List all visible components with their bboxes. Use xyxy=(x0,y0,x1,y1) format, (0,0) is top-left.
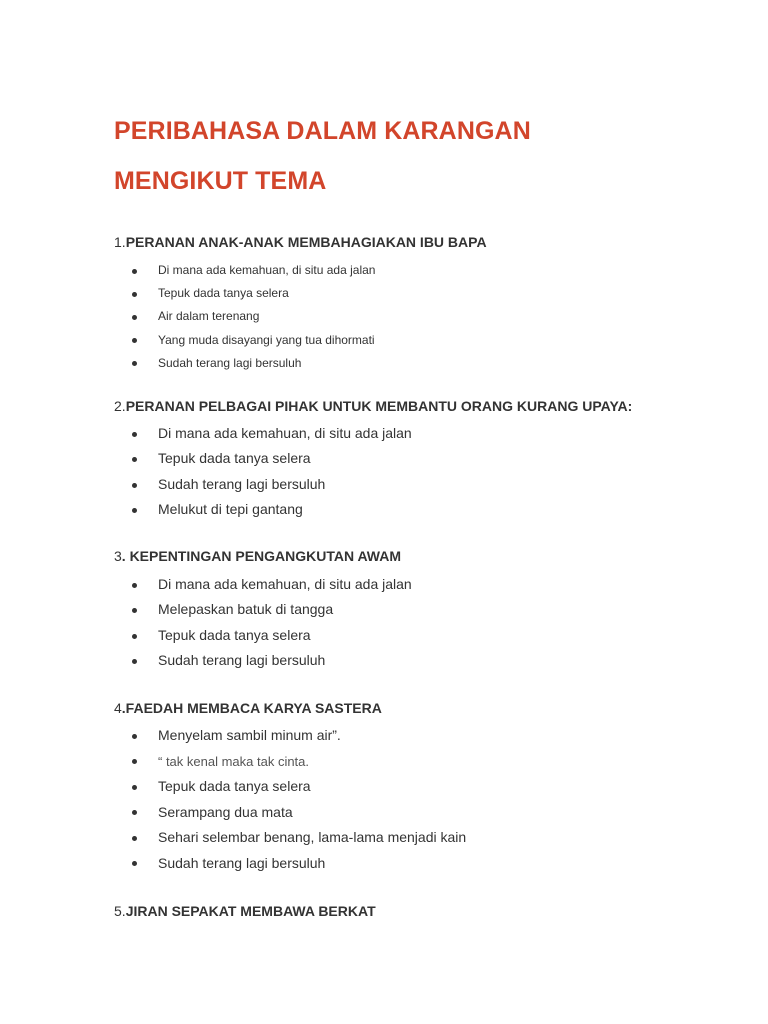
proverb-list xyxy=(114,259,734,375)
bullet-icon xyxy=(132,508,137,513)
list-item-text: Sudah terang lagi bersuluh xyxy=(158,652,326,669)
title-line-2: MENGIKUT TEMA xyxy=(114,167,327,195)
section-heading xyxy=(114,902,734,920)
list-item xyxy=(114,749,734,775)
list-item xyxy=(114,446,734,471)
list-item-text: “ tak kenal maka tak cinta. xyxy=(158,753,310,769)
list-item-text: Tepuk dada tanya selera xyxy=(158,778,311,794)
section-heading-text: .FAEDAH MEMBACA KARYA SASTERA xyxy=(121,700,382,716)
section-2 xyxy=(114,397,734,523)
list-item-text: Sudah terang lagi bersuluh xyxy=(158,854,326,871)
proverb-list xyxy=(114,572,734,674)
bullet-icon xyxy=(132,583,137,588)
list-item xyxy=(114,800,734,826)
list-item-text: Sudah terang lagi bersuluh xyxy=(158,475,326,492)
bullet-icon xyxy=(132,432,137,437)
list-item-text: Sudah terang lagi bersuluh xyxy=(158,355,302,370)
list-item-text: Sehari selembar benang, lama-lama menjadi kain xyxy=(158,829,467,845)
list-item-text: Melepaskan batuk di tangga xyxy=(158,601,334,618)
section-number: 2. xyxy=(114,398,126,414)
section-5 xyxy=(114,902,734,920)
list-item xyxy=(114,723,734,749)
list-item xyxy=(114,305,734,328)
list-item-text: Di mana ada kemahuan, di situ ada jalan xyxy=(158,263,376,277)
list-item-text: Tepuk dada tanya selera xyxy=(158,450,311,467)
list-item-text: Air dalam terenang xyxy=(158,309,260,324)
section-4 xyxy=(114,699,734,876)
list-item-text: Di mana ada kemahuan, di situ ada jalan xyxy=(158,425,412,441)
list-item-text: Yang muda disayangi yang tua dihormati xyxy=(158,332,375,347)
bullet-icon xyxy=(132,659,137,664)
bullet-icon xyxy=(132,292,137,297)
list-item xyxy=(114,497,734,522)
list-item xyxy=(114,597,734,622)
section-heading xyxy=(114,547,734,565)
document-title xyxy=(114,106,531,206)
bullet-icon xyxy=(132,338,137,343)
bullet-icon xyxy=(132,785,137,790)
title-line-1: PERIBAHASA DALAM KARANGAN xyxy=(114,117,531,145)
section-heading-text: JIRAN SEPAKAT MEMBAWA BERKAT xyxy=(125,903,376,919)
list-item xyxy=(114,774,734,800)
list-item xyxy=(114,825,734,851)
section-heading xyxy=(114,699,734,717)
list-item xyxy=(114,572,734,597)
list-item-text: Melukut di tepi gantang xyxy=(158,501,303,518)
bullet-icon xyxy=(132,861,137,866)
list-item xyxy=(114,329,734,352)
section-heading xyxy=(114,397,734,415)
bullet-icon xyxy=(132,810,137,815)
bullet-icon xyxy=(132,483,137,488)
bullet-icon xyxy=(132,269,137,274)
section-3 xyxy=(114,547,734,674)
list-item xyxy=(114,623,734,648)
list-item xyxy=(114,472,734,497)
bullet-icon xyxy=(132,608,137,613)
list-item-text: Tepuk dada tanya selera xyxy=(158,286,289,301)
list-item xyxy=(114,421,734,446)
bullet-icon xyxy=(132,759,137,764)
list-item xyxy=(114,282,734,305)
bullet-icon xyxy=(132,361,137,366)
section-heading-text: PERANAN PELBAGAI PIHAK UNTUK MEMBANTU ORANG KURANG UPAYA: xyxy=(125,398,633,414)
list-item xyxy=(114,648,734,673)
section-heading-text: PERANAN ANAK-ANAK MEMBAHAGIAKAN IBU BAPA xyxy=(125,234,487,250)
list-item-text: Serampang dua mata xyxy=(158,803,293,820)
section-number: 4 xyxy=(114,700,122,716)
section-1 xyxy=(114,233,734,375)
bullet-icon xyxy=(132,836,137,841)
bullet-icon xyxy=(132,634,137,639)
list-item-text: Menyelam sambil minum air”. xyxy=(158,727,341,743)
bullet-icon xyxy=(132,315,137,320)
section-heading-text: . KEPENTINGAN PENGANGKUTAN AWAM xyxy=(121,548,402,564)
list-item xyxy=(114,352,734,375)
list-item-text: Tepuk dada tanya selera xyxy=(158,626,311,643)
list-item xyxy=(114,259,734,282)
bullet-icon xyxy=(132,457,137,462)
list-item-text: Di mana ada kemahuan, di situ ada jalan xyxy=(158,576,412,592)
section-number: 3 xyxy=(114,548,122,564)
proverb-list xyxy=(114,723,734,876)
proverb-list xyxy=(114,421,734,523)
bullet-icon xyxy=(132,734,137,739)
list-item xyxy=(114,851,734,877)
section-heading xyxy=(114,233,734,251)
section-number: 1. xyxy=(114,234,126,250)
section-number: 5. xyxy=(114,903,126,919)
